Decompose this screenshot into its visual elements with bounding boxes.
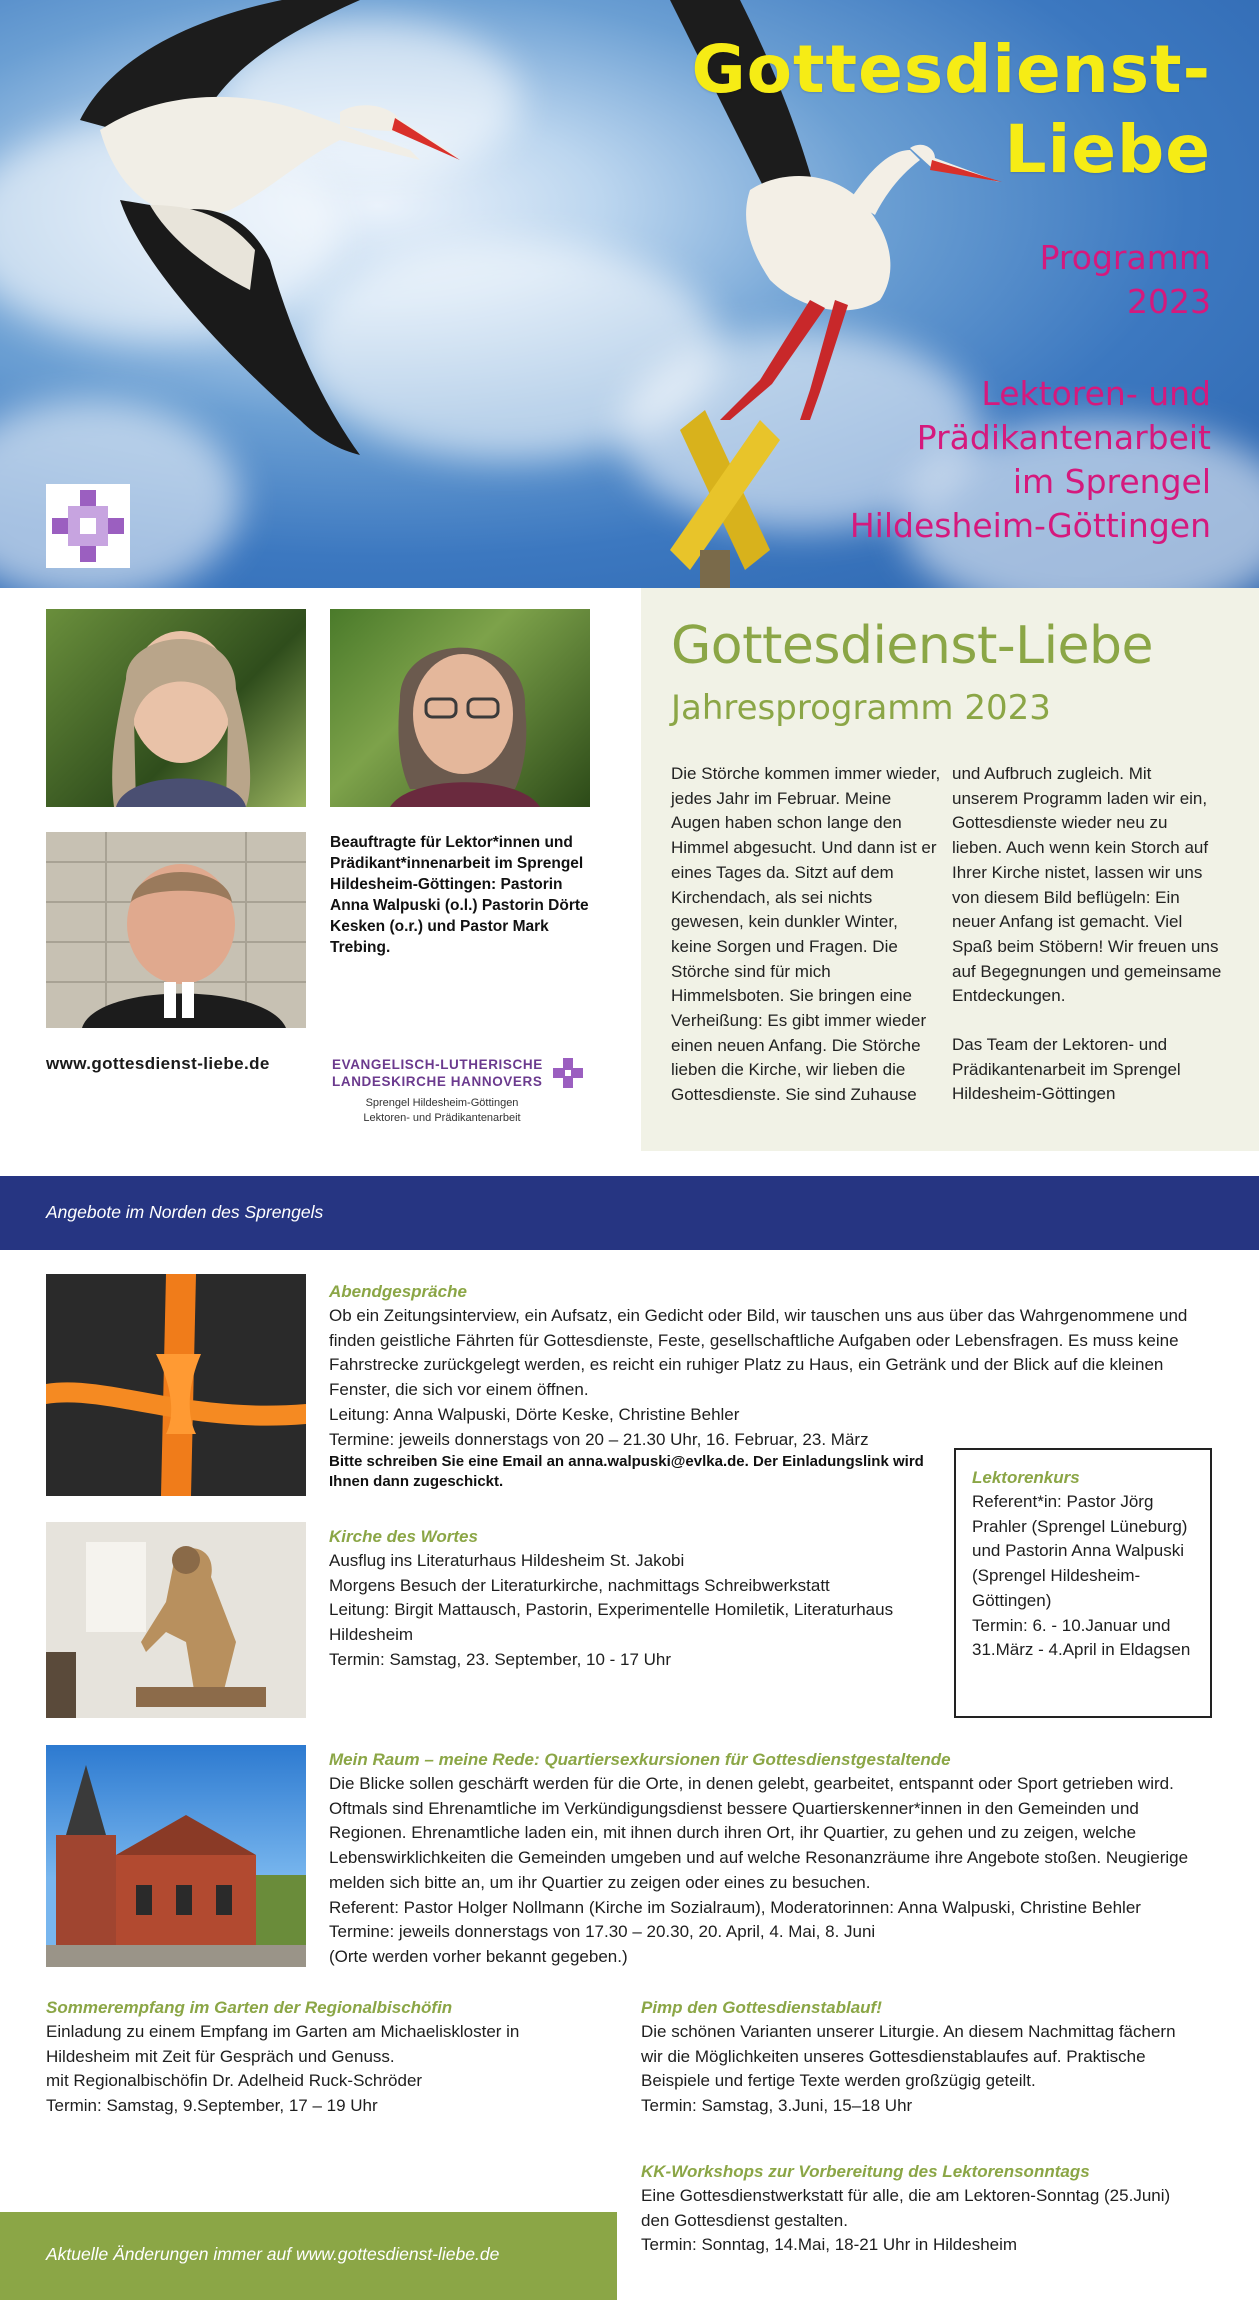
church-sub-line1: Sprengel Hildesheim-Göttingen bbox=[365, 1097, 519, 1109]
event-note: (Orte werden vorher bekannt gegeben.) bbox=[329, 1946, 628, 1966]
event-leader: Referent: Pastor Holger Nollmann (Kirche im Sozialraum), Moderatorinnen: Anna Walpuski, Christine Behler bbox=[329, 1897, 1141, 1917]
church-cross-icon bbox=[551, 1056, 585, 1090]
event-note: Bitte schreiben Sie eine Email an anna.walpuski@evlka.de. Der Einladungslink wird Ihnen dann zugeschickt. bbox=[329, 1453, 924, 1491]
intro-paragraph: und Aufbruch zugleich. Mit unserem Programm laden wir ein, Gottesdienste wieder neu zu lieben. Auch wenn kein Storch auf Ihrer Kirche nistet, lassen wir uns von diesem Bild beflügeln: Ein neuer Anfang ist gemacht. Viel Spaß beim Stöbern! Wir freuen uns auf Begegnungen und gemeinsame Entdeckungen. bbox=[952, 764, 1222, 1006]
organization-name: Lektoren- und Prädikantenarbeit im Sprengel Hildesheim-Göttingen bbox=[849, 374, 1211, 545]
event-description: Eine Gottesdienstwerkstatt für alle, die am Lektoren-Sonntag (25.Juni) den Gottesdienst gestalten. bbox=[641, 2186, 1171, 2230]
event-title: Abendgespräche bbox=[329, 1282, 467, 1301]
photo-caption: Beauftragte für Lektor*innen und Prädikant*innenarbeit im Sprengel Hildesheim-Göttingen: Pastorin Anna Walpuski (o.l.) Pastorin Dörte Kesken (o.r.) und Pastor Mark Trebing. bbox=[330, 834, 589, 956]
event-dates: Termin: 6. - 10.Januar und 31.März - 4.April in Eldagsen bbox=[972, 1615, 1191, 1660]
intro-subtitle: Jahresprogramm 2023 bbox=[671, 688, 1051, 728]
event-leader: Leitung: Anna Walpuski, Dörte Keske, Christine Behler bbox=[329, 1404, 740, 1424]
event-pimp bbox=[641, 1996, 1201, 2119]
event-title: Kirche des Wortes bbox=[329, 1527, 478, 1546]
banner-text: Angebote im Norden des Sprengels bbox=[46, 1202, 324, 1222]
event-kk-workshops bbox=[641, 2160, 1201, 2258]
event-title: Mein Raum – meine Rede: Quartiersexkursionen für Gottesdienstgestaltende bbox=[329, 1750, 951, 1769]
footer-bar bbox=[0, 2212, 617, 2300]
photo-church-town bbox=[46, 1745, 306, 1967]
photo-sculpture bbox=[46, 1522, 306, 1718]
event-dates: Termin: Samstag, 23. September, 10 - 17 Uhr bbox=[329, 1649, 672, 1669]
event-dates: Termine: jeweils donnerstags von 20 – 21.30 Uhr, 16. Februar, 23. März bbox=[329, 1429, 869, 1449]
event-title: Lektorenkurs bbox=[972, 1468, 1080, 1487]
section-banner bbox=[0, 1176, 1259, 1250]
event-leader: mit Regionalbischöfin Dr. Adelheid Ruck-Schröder bbox=[46, 2071, 423, 2091]
cross-logo-icon bbox=[46, 484, 130, 568]
intro-title: Gottesdienst-Liebe bbox=[671, 616, 1154, 676]
event-sommerempfang bbox=[46, 1996, 606, 2119]
church-name-line2: LANDESKIRCHE HANNOVERS bbox=[332, 1074, 543, 1089]
program-year: Programm 2023 bbox=[1039, 238, 1211, 321]
event-dates: Termin: Samstag, 9.September, 17 – 19 Uhr bbox=[46, 2096, 378, 2116]
church-sub-line2: Lektoren- und Prädikantenarbeit bbox=[363, 1112, 521, 1124]
event-title: KK-Workshops zur Vorbereitung des Lektorensonntags bbox=[641, 2162, 1090, 2181]
photo-orange-cross bbox=[46, 1274, 306, 1496]
event-leader: Leitung: Birgit Mattausch, Pastorin, Experimentelle Homiletik, Literaturhaus Hildesheim bbox=[329, 1600, 894, 1645]
photo-doerte-kesken bbox=[330, 609, 590, 807]
photo-mark-trebing bbox=[46, 832, 306, 1028]
event-title: Sommerempfang im Garten der Regionalbischöfin bbox=[46, 1998, 453, 2017]
event-dates: Termin: Samstag, 3.Juni, 15–18 Uhr bbox=[641, 2096, 913, 2116]
intro-column-2 bbox=[952, 762, 1222, 1107]
event-mein-raum bbox=[329, 1748, 1213, 1970]
photo-anna-walpuski bbox=[46, 609, 306, 807]
hero-image bbox=[0, 0, 1259, 588]
footer-text[interactable]: Aktuelle Änderungen immer auf www.gottesdienst-liebe.de bbox=[46, 2244, 500, 2264]
intro-column-1: Die Störche kommen immer wieder, jedes Jahr im Februar. Meine Augen haben schon lange den Himmel abgesucht. Und dann ist er eines Tages da. Sitzt auf dem Kirchendach, als sei nichts gewesen, kein dunkler Winter, keine Sorgen und Fragen. Die Störche sind für mich Himmelsboten. Sie bringen eine Verheißung: Es gibt immer wieder einen neuen Anfang. Die Störche lieben die Kirche, wir lieben die Gottesdienste. Sie sind Zuhause bbox=[671, 764, 941, 1105]
website-link[interactable]: www.gottesdienst-liebe.de bbox=[46, 1054, 270, 1073]
stork-left-image bbox=[40, 0, 460, 470]
church-logo bbox=[332, 1056, 592, 1126]
event-description: Referent*in: Pastor Jörg Prahler (Sprengel Lüneburg) und Pastorin Anna Walpuski (Sprengel Hildesheim-Göttingen) bbox=[972, 1492, 1188, 1610]
event-description: Einladung zu einem Empfang im Garten am Michaeliskloster in Hildesheim mit Zeit für Gespräch und Genuss. bbox=[46, 2022, 520, 2066]
event-description: Die Blicke sollen geschärft werden für die Orte, in denen gelebt, gearbeitet, entspannt oder Sport getrieben wird. Oftmals sind Ehrenamtliche im Verkündigungsdienst bessere Quartierskenner*innen in den Gemeinden und Regionen. Ehrenamtliche laden ein, mit ihnen durch ihren Ort, ihr Quartier, zu gehen und zu zeigen, welche Lebenswirklichkeiten die Gemeinden umgeben und auf welche Resonanzräume ihre Angebote stoßen. Neugierige melden sich bitte an, um ihr Quartier zu zeigen oder eines zu besuchen. bbox=[329, 1774, 1189, 1892]
event-dates: Termin: Sonntag, 14.Mai, 18-21 Uhr in Hildesheim bbox=[641, 2235, 1018, 2255]
lektorenkurs-box bbox=[954, 1448, 1212, 1718]
event-description: Die schönen Varianten unserer Liturgie. An diesem Nachmittag fächern wir die Möglichkeiten unseres Gottesdienstablaufes auf. Praktische Beispiele und fertige Texte werden großzügig geteilt. bbox=[641, 2022, 1176, 2091]
intro-box bbox=[641, 588, 1259, 1151]
event-description: Ob ein Zeitungsinterview, ein Aufsatz, ein Gedicht oder Bild, wir tauschen uns aus über das Wahrgenommene und finden geistliche Fährten für Gottesdienste, Feste, gesellschaftliche Aufgaben oder Lebensfragen. Es muss keine Fahrstrecke zurückgelegt werden, es reicht ein ruhiger Platz zu Haus, ein Getränk und der Blick auf die kleinen Fenster, die sich vor einem öffnen. bbox=[329, 1306, 1188, 1400]
event-description: Morgens Besuch der Literaturkirche, nachmittags Schreibwerkstatt bbox=[329, 1575, 830, 1595]
intro-signature: Das Team der Lektoren- und Prädikantenarbeit im Sprengel Hildesheim-Göttingen bbox=[952, 1035, 1181, 1104]
church-name-line1: EVANGELISCH-LUTHERISCHE bbox=[332, 1057, 543, 1072]
hero-title: Gottesdienst- Liebe bbox=[691, 31, 1211, 188]
event-title: Pimp den Gottesdienstablauf! bbox=[641, 1998, 882, 2017]
event-dates: Termine: jeweils donnerstags von 17.30 – 20.30, 20. April, 4. Mai, 8. Juni bbox=[329, 1922, 876, 1942]
event-description: Ausflug ins Literaturhaus Hildesheim St. Jakobi bbox=[329, 1551, 685, 1570]
event-kirche-des-wortes bbox=[329, 1525, 919, 1673]
golden-cross-image bbox=[660, 400, 780, 588]
